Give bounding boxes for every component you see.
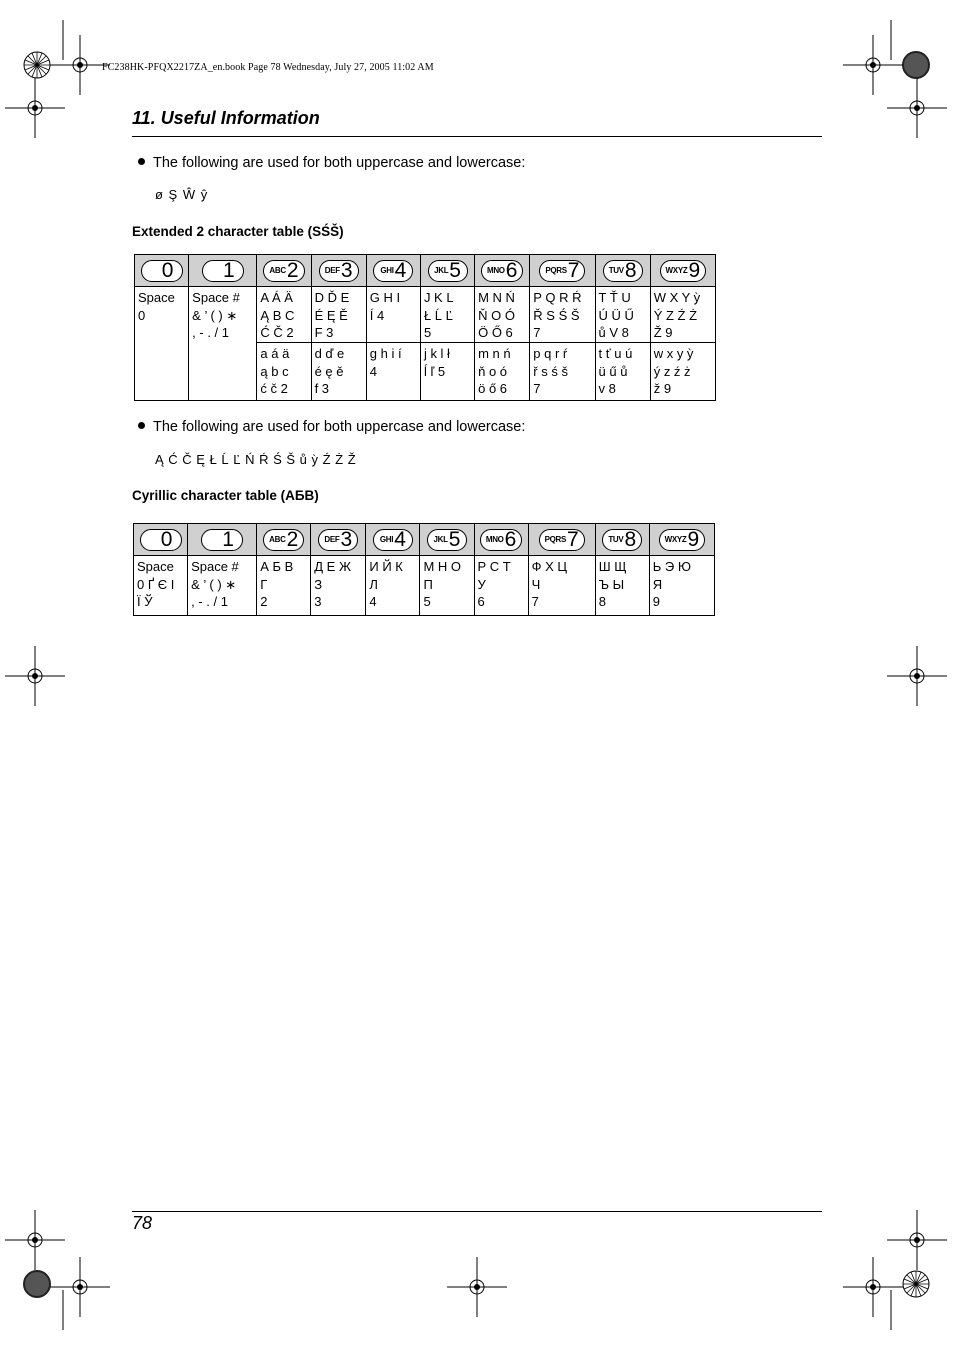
key-cell (135, 255, 189, 287)
key-0-icon: 0 (140, 529, 182, 551)
key-8-icon: TUV 8 (603, 260, 643, 282)
table-cell: w x y ỳ ý z ź ż ž 9 (650, 343, 715, 401)
table-cell: Space 0 Ґ Є І Ї Ў (134, 556, 188, 616)
table-cell: Space # & ’ ( ) ∗ , - . / 1 (189, 287, 257, 401)
key-cell (528, 524, 595, 556)
key-9-icon: WXYZ 9 (659, 529, 706, 551)
table-cell: T Ť U Ú Ü Ű ů V 8 (595, 287, 650, 343)
bullet-note-1-text: The following are used for both uppercase and lowercase: (153, 155, 526, 171)
bullet-note-2 (138, 419, 525, 435)
table-cell: j k l ł ĺ ľ 5 (420, 343, 474, 401)
extended2-heading: Extended 2 character table (SŚŠ) (132, 224, 344, 239)
bullet-icon (138, 422, 145, 429)
key-cell (188, 524, 257, 556)
table-cell: d ď e é ę ě f 3 (311, 343, 366, 401)
table-cell: Ф Х Ц Ч 7 (528, 556, 595, 616)
table-cell: a á ä ą b c ć č 2 (257, 343, 311, 401)
key-cell (257, 255, 311, 287)
key-5-icon: JKL 5 (427, 529, 467, 551)
table-cell: Ь Э Ю Я 9 (649, 556, 714, 616)
key-row (135, 255, 716, 287)
key-6-icon: MNO 6 (480, 529, 522, 551)
table-cell: A Á Ä Ą B C Ć Č 2 (257, 287, 311, 343)
key-7-icon: PQRS 7 (539, 529, 585, 551)
table-cell: g h i í 4 (366, 343, 420, 401)
key-9-icon: WXYZ 9 (660, 260, 707, 282)
key-cell (649, 524, 714, 556)
key-1-icon: 1 (201, 529, 243, 551)
table-cell: Space 0 (135, 287, 189, 401)
key-4-icon: GHI 4 (373, 529, 413, 551)
key-4-icon: GHI 4 (373, 260, 413, 282)
key-cell (595, 524, 649, 556)
key-2-icon: ABC 2 (263, 260, 304, 282)
table-cell: Р С Т У 6 (474, 556, 528, 616)
key-cell (257, 524, 311, 556)
key-cell (650, 255, 715, 287)
cyrillic-table (133, 523, 715, 616)
section-title: 11. Useful Information (132, 108, 320, 128)
print-header: FC238HK-PFQX2217ZA_en.book Page 78 Wednesday, July 27, 2005 11:02 AM (102, 62, 434, 73)
key-6-icon: MNO 6 (481, 260, 523, 282)
key-cell (530, 255, 595, 287)
table-cell: m n ń ň o ó ö ő 6 (475, 343, 530, 401)
special-chars-1: ø Ş Ŵ ŷ (155, 187, 209, 202)
extended2-table (134, 254, 716, 401)
table-cell: t ť u ú ü ű ů v 8 (595, 343, 650, 401)
key-cell (595, 255, 650, 287)
key-3-icon: DEF 3 (318, 529, 358, 551)
cyrillic-row (134, 556, 715, 616)
key-1-icon: 1 (202, 260, 244, 282)
table-cell: p q r ŕ ř s ś š 7 (530, 343, 595, 401)
key-5-icon: JKL 5 (428, 260, 468, 282)
table-cell: А Б В Г 2 (257, 556, 311, 616)
key-cell (420, 524, 474, 556)
key-cell (366, 524, 420, 556)
table-cell: M N Ń Ň O Ó Ö Ő 6 (475, 287, 530, 343)
table-cell: И Й К Л 4 (366, 556, 420, 616)
key-cell (420, 255, 474, 287)
bullet-icon (138, 158, 145, 165)
uppercase-row (135, 287, 716, 343)
key-cell (134, 524, 188, 556)
key-cell (189, 255, 257, 287)
header-rule (132, 136, 822, 137)
table-cell: Д Е Ж З 3 (311, 556, 366, 616)
key-7-icon: PQRS 7 (539, 260, 585, 282)
page-number: 78 (132, 1213, 153, 1233)
key-0-icon: 0 (141, 260, 183, 282)
footer-rule (132, 1211, 822, 1212)
table-cell: Space # & ’ ( ) ∗ , - . / 1 (188, 556, 257, 616)
key-3-icon: DEF 3 (319, 260, 359, 282)
key-cell (366, 255, 420, 287)
table-cell: J K L Ł Ĺ Ľ 5 (420, 287, 474, 343)
key-cell (475, 255, 530, 287)
key-cell (474, 524, 528, 556)
bullet-note-2-text: The following are used for both uppercase and lowercase: (153, 419, 526, 435)
key-cell (311, 255, 366, 287)
bullet-note-1 (138, 155, 525, 171)
table-cell: P Q R Ŕ Ř S Ś Š 7 (530, 287, 595, 343)
table-cell: G H I Í 4 (366, 287, 420, 343)
cyrillic-heading: Cyrillic character table (АБВ) (132, 488, 319, 503)
key-8-icon: TUV 8 (602, 529, 642, 551)
key-row (134, 524, 715, 556)
key-cell (311, 524, 366, 556)
key-2-icon: ABC 2 (263, 529, 304, 551)
table-cell: D Ď E É Ę Ě F 3 (311, 287, 366, 343)
special-chars-2: Ą Ć Č Ę Ł Ĺ Ľ Ń Ŕ Ś Š ů ỳ Ź Ż Ž (155, 452, 357, 467)
table-cell: Ш Щ Ъ Ы 8 (595, 556, 649, 616)
table-cell: М Н О П 5 (420, 556, 474, 616)
table-cell: W X Y ỳ Ý Z Ź Ż Ž 9 (650, 287, 715, 343)
